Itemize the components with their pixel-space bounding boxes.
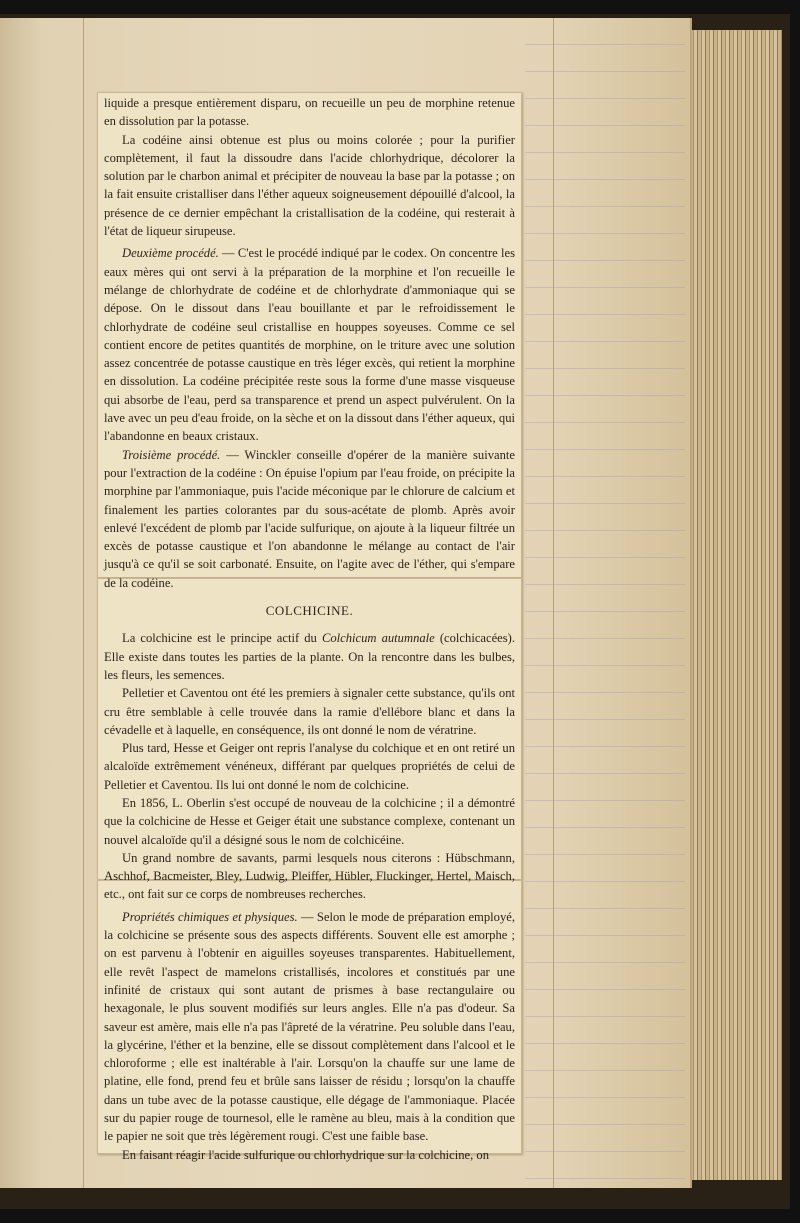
paragraph-colchicine-intro bbox=[104, 629, 515, 684]
ruled-lines bbox=[525, 18, 685, 1188]
paragraph: Un grand nombre de savants, parmi lesquels nous citerons : Hübschmann, Aschhof, Bacmeister, Bley, Ludwig, Pleiffer, Hübler, Fluckinger, Hertel, Maisch, etc., ont fait sur ce corps de nombreuses recherches. bbox=[104, 850, 515, 902]
procede-label: Troisième procédé. bbox=[122, 447, 221, 462]
paragraph-troisieme-procede bbox=[104, 446, 515, 592]
paragraph: En 1856, L. Oberlin s'est occupé de nouveau de la colchicine ; il a démontré que la colchicine de Hesse et Geiger était une substance complexe, contenant un nouvel alcaloïde qu'il a désigné sous le nom de colchicéine. bbox=[104, 795, 515, 847]
paragraph: La codéine ainsi obtenue est plus ou moins colorée ; pour la purifier complètement, il faut la dissoudre dans l'acide chlorhydrique, décolorer la solution par le charbon animal et précipiter de nouveau la base par la potasse ; on la fait ensuite cristalliser dans l'éther aqueux soigneusement dépouillé d'alcool, la présence de ce dernier empêchant la cristallisation de la codéine, qui resterait à l'état de liqueur sirupeuse. bbox=[104, 132, 515, 239]
paragraph-last-line: En faisant réagir l'acide sulfurique ou chlorhydrique sur la colchicine, on bbox=[122, 1147, 490, 1162]
species-name: Colchicum autumnale bbox=[321, 631, 435, 646]
paragraph-text: (colchicacées). Elle existe dans toutes les parties de la plante. On la rencontre dans les bulbes, les fleurs, les semences. bbox=[104, 631, 516, 682]
paragraph-text: — C'est le procédé indiqué par le codex. On concentre les eaux mères qui ont servi à la préparation de la morphine et l'on recueille le mélange de chlorhydrate de codéine et de chlorhydrate d'ammoniaque qui se dépose. On le dissout dans l'eau bouillante et par le refroidissement le chlorhydrate de codéine seul cristallise en houppes soyeuses. Comme ce sel contient encore de petites quantités de morphine, on le triture avec une solution assez concentrée de potasse caustique en très léger excès, qui retient la morphine en dissolution. La codéine précipitée reste sous la forme d'une masse visqueuse qui absorbe de l'eau, perd sa transparence et prend un aspect pulvérulent. On la lave avec un peu d'eau froide, on la sèche et on la dissout dans l'éther aqueux, qui l'abandonne en beaux cristaux. bbox=[104, 246, 515, 444]
paragraph-text: — Selon le mode de préparation employé, la colchicine se présente sous des aspects différents. Souvent elle est amorphe ; on est parvenu à l'obtenir en aiguilles soyeuses transparentes. Habituellement, elle revêt l'aspect de mamelons cristallisés, incolores et constitués par une infinité de cristaux qui sont autant de prismes à base rectangulaire ou hexagonale, le plus souvent modifiés sur leurs angles. Elle n'a pas d'odeur. Sa saveur est amère, mais elle n'a pas l'âpreté de la vératrine. Peu soluble dans l'eau, la glycérine, l'éther et la benzine, elle se dissout complètement dans l'alcool et le chloroforme ; elle est inaltérable à l'air. Lorsqu'on la chauffe sur une lame de platine, elle fond, prend feu et brûle sans laisser de résidu ; lorsqu'on la chauffe dans un tube avec de la potasse caustique, elle dégage de l'ammoniaque. Placée sur du papier rouge de tournesol, elle le ramène au bleu, mais à la condition que le papier ne soit que très légèrement rougi. C'est une faible base. bbox=[104, 909, 515, 1144]
paragraph: Plus tard, Hesse et Geiger ont repris l'analyse du colchique et en ont retiré un alcaloïde extrêmement vénéneux, différant par quelques propriétés de celui de Pelletier et Caventou. Ils lui ont donné le nom de colchicine. bbox=[104, 741, 515, 792]
section-label: Propriétés chimiques et physiques. bbox=[122, 909, 298, 924]
margin-line-left bbox=[83, 18, 84, 1188]
procede-label: Deuxième procédé. bbox=[122, 246, 219, 261]
section-heading: COLCHICINE. bbox=[265, 603, 354, 619]
paragraph-deuxieme-procede bbox=[104, 244, 515, 445]
paragraph: Pelletier et Caventou ont été les premiers à signaler cette substance, qu'ils ont cru être semblable à celle trouvée dans la ramie d'ellébore blanc et dans la cévadelle et à laquelle, en conséquence, ils ont donné le nom de vératrine. bbox=[104, 686, 515, 737]
paragraph: liquide a presque entièrement disparu, on recueille un peu de morphine retenue en dissolution par la potasse. bbox=[104, 96, 515, 129]
page-edges bbox=[690, 30, 782, 1180]
article-text bbox=[104, 94, 515, 1164]
paragraph-text: La colchicine est le principe actif du bbox=[122, 631, 322, 646]
paragraph-text: — Winckler conseille d'opérer de la manière suivante pour l'extraction de la codéine : On épuise l'opium par l'eau froide, on précipite la morphine par l'ammoniaque, puis l'acide méconique par le chlorure de calcium et finalement les parties colorantes par du sous-acétate de plomb. Après avoir enlevé l'excédent de plomb par l'acide sulfurique, on ajoute à la liqueur filtrée un excès de potasse caustique et l'on abandonne le mélange au contact de l'air jusqu'à ce qu'il se soit carbonaté. Ensuite, on l'agite avec de l'éther, qui s'empare de la codéine. bbox=[104, 447, 515, 590]
margin-line-right bbox=[553, 18, 554, 1188]
paragraph-proprietes bbox=[104, 908, 515, 1146]
